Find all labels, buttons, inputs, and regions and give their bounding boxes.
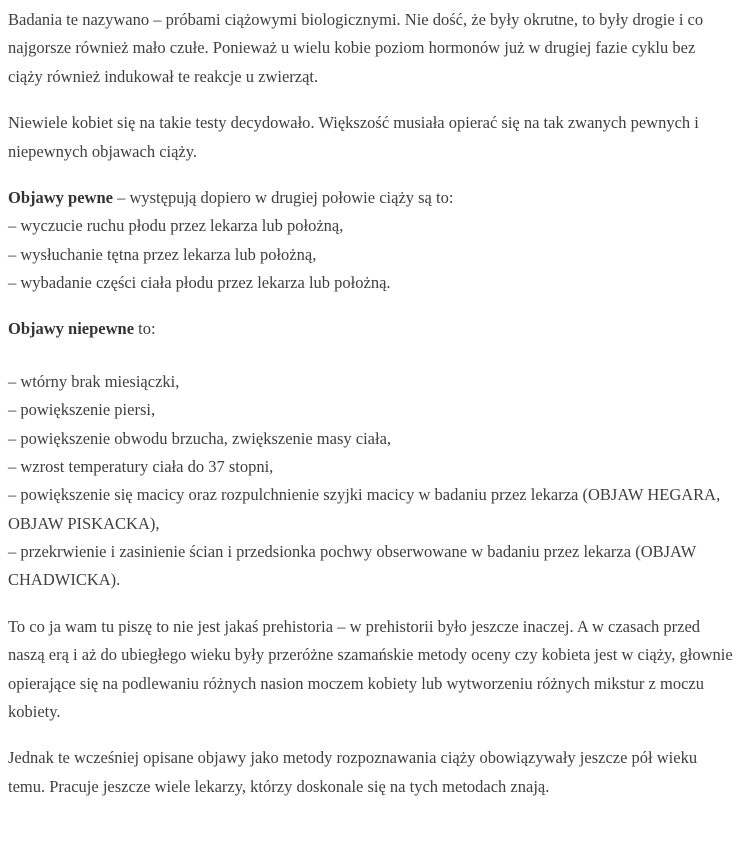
- paragraph-biological-pregnancy-tests: Badania te nazywano – próbami ciążowymi biologicznymi. Nie dość, że były okrutne, to były drogie i co najgorsze również mało czułe. Ponieważ u wielu kobie poziom hormonów już w drugiej fazie cyklu bez ciąży również indukował te reakcje u zwierząt.: [8, 10, 704, 86]
- paragraph-few-women-decided: Niewiele kobiet się na takie testy decydowało. Większość musiała opierać się na tak zwanych pewnych i niepewnych objawach ciąży.: [8, 113, 699, 161]
- uncertain-symptoms-heading-rest: to:: [134, 319, 156, 339]
- certain-symptoms-heading-bold: Objawy pewne: [8, 187, 113, 207]
- section-spacer: [8, 344, 733, 368]
- list-item: – przekrwienie i zasinienie ścian i przedsionka pochwy obserwowane w badaniu przez lekarza (OBJAW CHADWICKA).: [8, 542, 696, 590]
- list-item: – wtórny brak miesiączki,: [8, 371, 180, 391]
- certain-symptoms-section: [8, 184, 733, 298]
- list-item: – powiększenie się macicy oraz rozpulchnienie szyjki macicy w badaniu przez lekarza (OBJAW HEGARA, OBJAW PISKACKA),: [8, 485, 721, 533]
- list-item: – wybadanie części ciała płodu przez lekarza lub położną.: [8, 273, 391, 292]
- paragraph-half-century-ago: Jednak te wcześniej opisane objawy jako metody rozpoznawania ciąży obowiązywały jeszcze pół wieku temu. Pracuje jeszcze wiele lekarzy, którzy doskonale się na tych metodach znają.: [8, 748, 698, 796]
- list-item: – wyczucie ruchu płodu przez lekarza lub położną,: [8, 216, 344, 236]
- list-item: – wysłuchanie tętna przez lekarza lub położną,: [8, 244, 317, 264]
- list-item: – powiększenie obwodu brzucha, zwiększenie masy ciała,: [8, 428, 392, 448]
- uncertain-symptoms-section: [8, 315, 733, 594]
- uncertain-symptoms-heading: [8, 315, 733, 343]
- list-item: – wzrost temperatury ciała do 37 stopni,: [8, 456, 274, 476]
- list-item: – powiększenie piersi,: [8, 400, 156, 420]
- certain-symptoms-heading: [8, 184, 733, 212]
- uncertain-symptoms-heading-bold: Objawy niepewne: [8, 319, 135, 339]
- certain-symptoms-heading-rest: – występują dopiero w drugiej połowie ciąży są to:: [112, 187, 454, 207]
- paragraph-prehistory: To co ja wam tu piszę to nie jest jakaś prehistoria – w prehistorii było jeszcze inaczej. A w czasach przed naszą erą i aż do ubiegłego wieku były przeróżne szamańskie metody oceny czy kobieta jest w ciąży, głownie opierające się na podlewaniu różnych nasion moczem kobiety lub wytworzeniu różnych mikstur z moczu kobiety.: [8, 616, 733, 721]
